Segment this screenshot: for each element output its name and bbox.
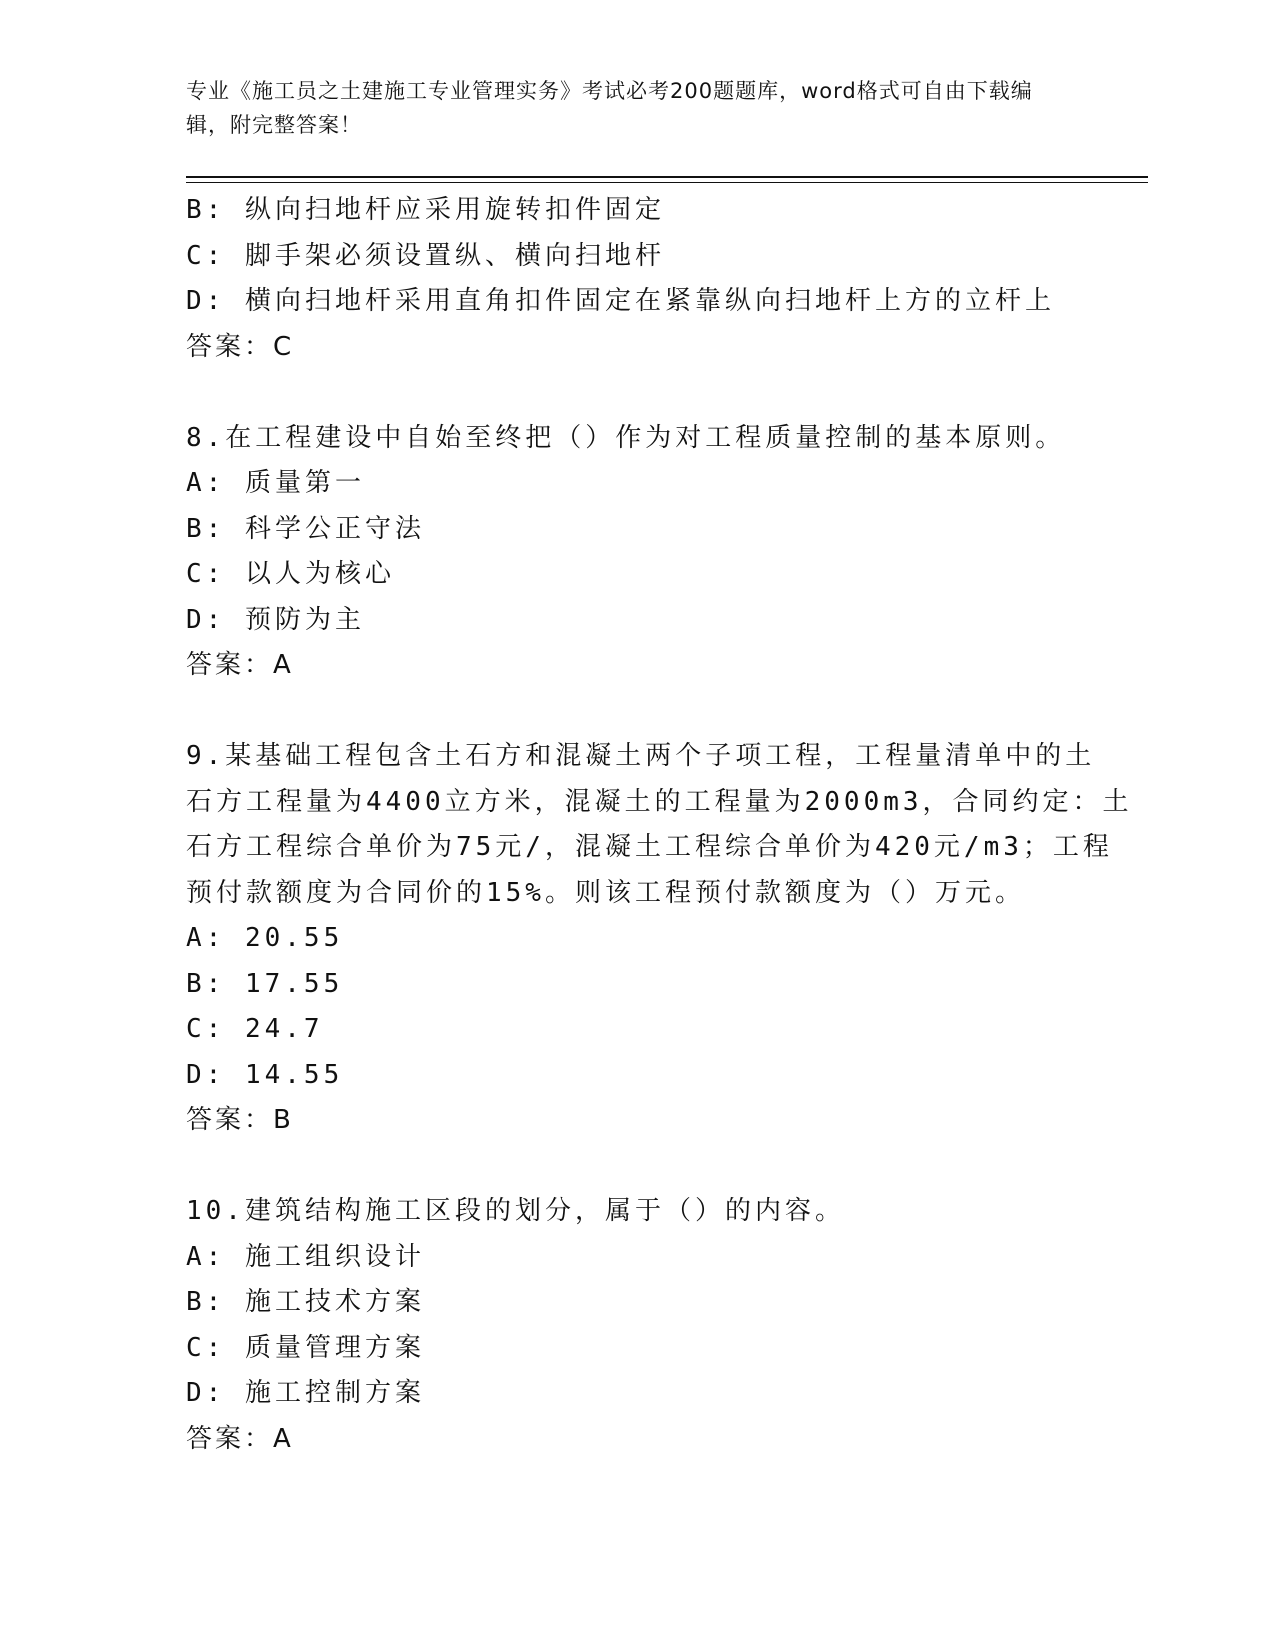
header-divider-thin: [186, 182, 1148, 183]
question-stem: 10.建筑结构施工区段的划分，属于（）的内容。: [186, 1196, 845, 1226]
question-10: [186, 1189, 1086, 1462]
option-a: A: 施工组织设计: [186, 1241, 425, 1272]
spacer: [186, 370, 1086, 416]
option-d: D: 施工控制方案: [186, 1378, 425, 1408]
spacer: [186, 689, 1086, 735]
option-a: A: 20.55: [186, 923, 344, 953]
question-stem-line: 石方工程量为4400立方米，混凝土的工程量为2000m3，合同约定：土: [186, 786, 1133, 817]
option-b: B: 纵向扫地杆应采用旋转扣件固定: [186, 195, 665, 225]
answer-line: 答案：C: [186, 331, 295, 362]
answer-line: 答案：B: [186, 1105, 294, 1135]
option-c: C: 质量管理方案: [186, 1332, 425, 1363]
question-stem: 8.在工程建设中自始至终把（）作为对工程质量控制的基本原则。: [186, 422, 1066, 453]
question-7: [186, 188, 1086, 370]
option-c: C: 脚手架必须设置纵、横向扫地杆: [186, 240, 665, 271]
header-divider-thick: [186, 176, 1148, 178]
option-d: D: 横向扫地杆采用直角扣件固定在紧靠纵向扫地杆上方的立杆上: [186, 286, 1055, 316]
question-9: [186, 734, 1133, 1144]
question-stem-line: 9.某基础工程包含土石方和混凝土两个子项工程，工程量清单中的土: [186, 741, 1096, 771]
option-c: C: 24.7: [186, 1014, 324, 1044]
option-b: B: 科学公正守法: [186, 513, 425, 544]
question-stem-line: 石方工程综合单价为75元/，混凝土工程综合单价为420元/m3；工程: [186, 832, 1113, 862]
spacer: [186, 1144, 1086, 1190]
question-8: [186, 416, 1086, 689]
question-list: [186, 188, 1133, 1462]
answer-line: 答案：A: [186, 650, 294, 680]
answer-line: 答案：A: [186, 1423, 294, 1454]
document-header: 专业《施工员之土建施工专业管理实务》考试必考200题题库，word格式可自由下载编辑，附完整答案！: [186, 79, 1033, 137]
option-b: B: 施工技术方案: [186, 1287, 425, 1317]
option-d: D: 14.55: [186, 1059, 344, 1090]
option-a: A: 质量第一: [186, 468, 365, 498]
option-d: D: 预防为主: [186, 604, 365, 635]
question-stem-line: 预付款额度为合同价的15%。则该工程预付款额度为（）万元。: [186, 877, 1025, 908]
option-c: C: 以人为核心: [186, 559, 395, 589]
option-b: B: 17.55: [186, 968, 344, 999]
